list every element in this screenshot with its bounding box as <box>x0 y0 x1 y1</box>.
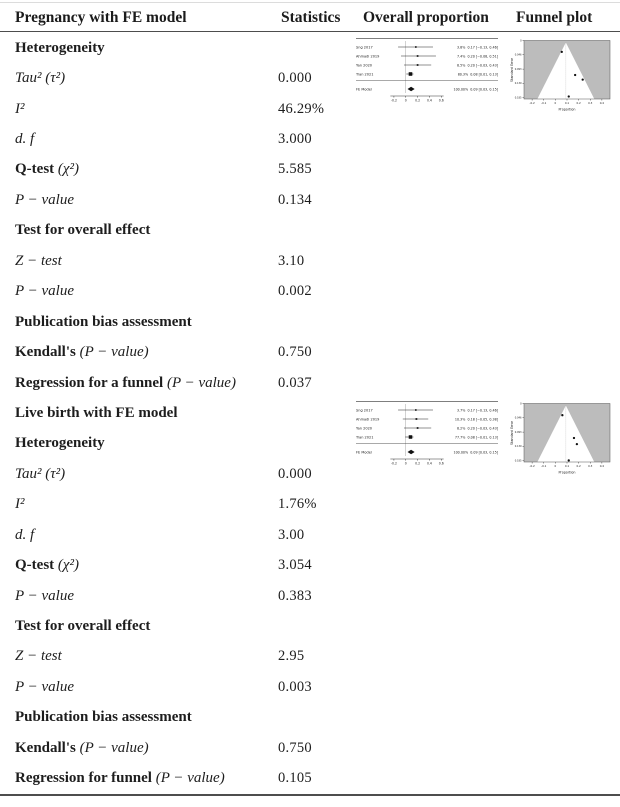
row-statistic-value: 0.750 <box>278 739 312 756</box>
row-label: Z − test <box>15 648 62 665</box>
svg-text:-0.2: -0.2 <box>529 463 535 468</box>
svg-text:8.2% 0.20 [−0.03, 0.43]: 8.2% 0.20 [−0.03, 0.43] <box>457 426 498 431</box>
table-row <box>0 733 620 763</box>
table-row <box>0 155 620 185</box>
section-row <box>0 307 620 337</box>
svg-text:Sng 2017: Sng 2017 <box>356 408 373 413</box>
funnel-plot-svg <box>507 37 617 119</box>
table-row <box>0 764 620 794</box>
row-label: Tau² (τ²) <box>15 70 66 87</box>
forest-plot-svg <box>354 34 500 112</box>
table-row <box>0 581 620 611</box>
row-label: Live birth with FE model <box>15 404 178 421</box>
svg-text:0.139: 0.139 <box>514 445 522 449</box>
svg-text:-0.1: -0.1 <box>541 463 547 468</box>
svg-text:0.2: 0.2 <box>576 100 581 105</box>
row-statistic-value: 0.000 <box>278 465 312 482</box>
row-label: Publication bias assessment <box>15 313 192 330</box>
row-label-math-suffix: (P − value) <box>75 344 149 361</box>
row-statistic-value: 0.750 <box>278 344 312 361</box>
svg-text:Proportion: Proportion <box>558 470 576 475</box>
svg-text:Sng 2017: Sng 2017 <box>356 45 373 50</box>
row-label: Test for overall effect <box>15 618 151 635</box>
svg-text:0.185: 0.185 <box>514 459 522 463</box>
svg-text:0: 0 <box>520 39 522 43</box>
row-label: Kendall's (P − value) <box>15 344 149 361</box>
row-label-math-suffix: (P − value) <box>151 770 225 787</box>
table-row <box>0 124 620 154</box>
row-statistic-value: 0.383 <box>278 587 312 604</box>
svg-text:FE Model: FE Model <box>356 450 372 455</box>
column-header-statistics: Statistics <box>281 9 341 26</box>
svg-text:Ahmadi 2019: Ahmadi 2019 <box>356 417 380 422</box>
svg-text:80.3% 0.08 [0.01, 0.13]: 80.3% 0.08 [0.01, 0.13] <box>457 72 498 77</box>
row-label: Test for overall effect <box>15 222 151 239</box>
row-statistic-value: 3.054 <box>278 557 312 574</box>
svg-text:0.139: 0.139 <box>514 82 522 86</box>
row-label-math-suffix: (χ²) <box>54 557 79 574</box>
svg-text:Proportion: Proportion <box>558 107 576 112</box>
section-row <box>0 216 620 246</box>
column-header-overall-proportion: Overall proportion <box>363 9 489 26</box>
row-statistic-value: 0.134 <box>278 191 312 208</box>
row-label: Q-test (χ²) <box>15 161 79 178</box>
table-row <box>0 246 620 276</box>
svg-text:-0.2: -0.2 <box>529 100 535 105</box>
row-label-math-suffix: (χ²) <box>54 161 79 178</box>
svg-text:Standard Error: Standard Error <box>510 57 514 83</box>
row-label: Q-test (χ²) <box>15 557 79 574</box>
svg-text:Yan 2020: Yan 2020 <box>356 426 373 431</box>
forest-plot-pregnancy <box>354 34 500 112</box>
svg-text:Tran 2021: Tran 2021 <box>356 435 374 440</box>
row-label: Heterogeneity <box>15 39 105 56</box>
row-statistic-value: 0.002 <box>278 283 312 300</box>
row-statistic-value: 3.000 <box>278 131 312 148</box>
row-label: Regression for funnel (P − value) <box>15 770 225 787</box>
svg-text:FE Model: FE Model <box>356 87 372 92</box>
svg-text:Standard Error: Standard Error <box>510 420 514 446</box>
row-label: P − value <box>15 191 74 208</box>
row-statistic-value: 2.95 <box>278 648 305 665</box>
svg-text:3.8% 0.17 [−0.13, 0.46]: 3.8% 0.17 [−0.13, 0.46] <box>457 45 498 50</box>
row-label: d. f <box>15 526 35 543</box>
svg-text:Ahmadi 2019: Ahmadi 2019 <box>356 54 380 59</box>
forest-plot-svg <box>354 397 500 475</box>
table-row <box>0 642 620 672</box>
svg-text:10.3% 0.18 [−0.05, 0.38]: 10.3% 0.18 [−0.05, 0.38] <box>454 417 498 422</box>
svg-text:0.093: 0.093 <box>514 431 522 435</box>
funnel-plot-pregnancy <box>507 37 617 119</box>
svg-text:3.7% 0.17 [−0.13, 0.46]: 3.7% 0.17 [−0.13, 0.46] <box>457 408 498 413</box>
svg-text:0.046: 0.046 <box>514 53 522 57</box>
svg-text:0.3: 0.3 <box>588 463 593 468</box>
svg-text:100.00% 0.09 [0.03, 0.15]: 100.00% 0.09 [0.03, 0.15] <box>453 450 498 455</box>
row-label: P − value <box>15 678 74 695</box>
svg-text:0.046: 0.046 <box>514 416 522 420</box>
table-row <box>0 277 620 307</box>
svg-text:0.6: 0.6 <box>438 98 444 103</box>
svg-text:-0.1: -0.1 <box>541 100 547 105</box>
row-statistic-value: 3.10 <box>278 252 305 269</box>
table-row <box>0 490 620 520</box>
row-statistic-value: 5.585 <box>278 161 312 178</box>
row-label: I² <box>15 100 25 117</box>
row-label: Z − test <box>15 252 62 269</box>
table-row <box>0 520 620 550</box>
row-label: I² <box>15 496 25 513</box>
row-label-math-suffix: (P − value) <box>75 739 149 756</box>
row-label: P − value <box>15 283 74 300</box>
row-statistic-value: 1.76% <box>278 496 317 513</box>
row-label: Heterogeneity <box>15 435 105 452</box>
table-row <box>0 672 620 702</box>
row-label: Regression for a funnel (P − value) <box>15 374 236 391</box>
section-row <box>0 611 620 641</box>
svg-text:0.185: 0.185 <box>514 96 522 100</box>
svg-text:100.00% 0.09 [0.03, 0.15]: 100.00% 0.09 [0.03, 0.15] <box>453 87 498 92</box>
row-label: P − value <box>15 587 74 604</box>
svg-text:-0.2: -0.2 <box>390 98 397 103</box>
table-bottom-border <box>0 794 620 796</box>
svg-text:7.4% 0.20 [−0.08, 0.51]: 7.4% 0.20 [−0.08, 0.51] <box>457 54 498 59</box>
row-label: d. f <box>15 131 35 148</box>
table-row <box>0 550 620 580</box>
row-statistic-value: 3.00 <box>278 526 305 543</box>
svg-text:0.2: 0.2 <box>576 463 581 468</box>
row-label: Publication bias assessment <box>15 709 192 726</box>
forest-plot-livebirth <box>354 397 500 475</box>
svg-text:0.4: 0.4 <box>426 461 432 466</box>
svg-text:0.2: 0.2 <box>415 98 421 103</box>
svg-text:Yan 2020: Yan 2020 <box>356 63 373 68</box>
svg-text:0: 0 <box>520 402 522 406</box>
table-row <box>0 368 620 398</box>
svg-text:0: 0 <box>404 461 407 466</box>
row-statistic-value: 0.003 <box>278 678 312 695</box>
row-label-math-suffix: (P − value) <box>163 374 236 391</box>
svg-text:0.3: 0.3 <box>588 100 593 105</box>
section-row <box>0 703 620 733</box>
row-label: Kendall's (P − value) <box>15 739 149 756</box>
column-header-model: Pregnancy with FE model <box>15 9 187 26</box>
svg-text:0.4: 0.4 <box>599 100 605 105</box>
svg-text:0.6: 0.6 <box>438 461 444 466</box>
svg-text:0.2: 0.2 <box>415 461 421 466</box>
row-statistic-value: 46.29% <box>278 100 325 117</box>
table-row <box>0 337 620 367</box>
row-statistic-value: 0.000 <box>278 70 312 87</box>
funnel-plot-svg <box>507 400 617 482</box>
svg-text:-0.2: -0.2 <box>390 461 397 466</box>
svg-text:Tran 2021: Tran 2021 <box>356 72 374 77</box>
svg-text:0.093: 0.093 <box>514 68 522 72</box>
svg-text:0: 0 <box>554 100 557 105</box>
table-top-border <box>0 2 620 3</box>
svg-text:0: 0 <box>554 463 557 468</box>
svg-text:0.4: 0.4 <box>426 98 432 103</box>
svg-text:8.5% 0.20 [−0.03, 0.43]: 8.5% 0.20 [−0.03, 0.43] <box>457 63 498 68</box>
svg-text:0.1: 0.1 <box>564 100 570 105</box>
row-label: Tau² (τ²) <box>15 465 66 482</box>
row-statistic-value: 0.105 <box>278 770 312 787</box>
svg-text:77.7% 0.08 [−0.01, 0.13]: 77.7% 0.08 [−0.01, 0.13] <box>454 435 498 440</box>
svg-text:0: 0 <box>404 98 407 103</box>
funnel-plot-livebirth <box>507 400 617 482</box>
svg-text:0.4: 0.4 <box>599 463 605 468</box>
column-header-funnel-plot: Funnel plot <box>516 9 593 26</box>
row-statistic-value: 0.037 <box>278 374 312 391</box>
table-row <box>0 185 620 215</box>
svg-text:0.1: 0.1 <box>564 463 570 468</box>
